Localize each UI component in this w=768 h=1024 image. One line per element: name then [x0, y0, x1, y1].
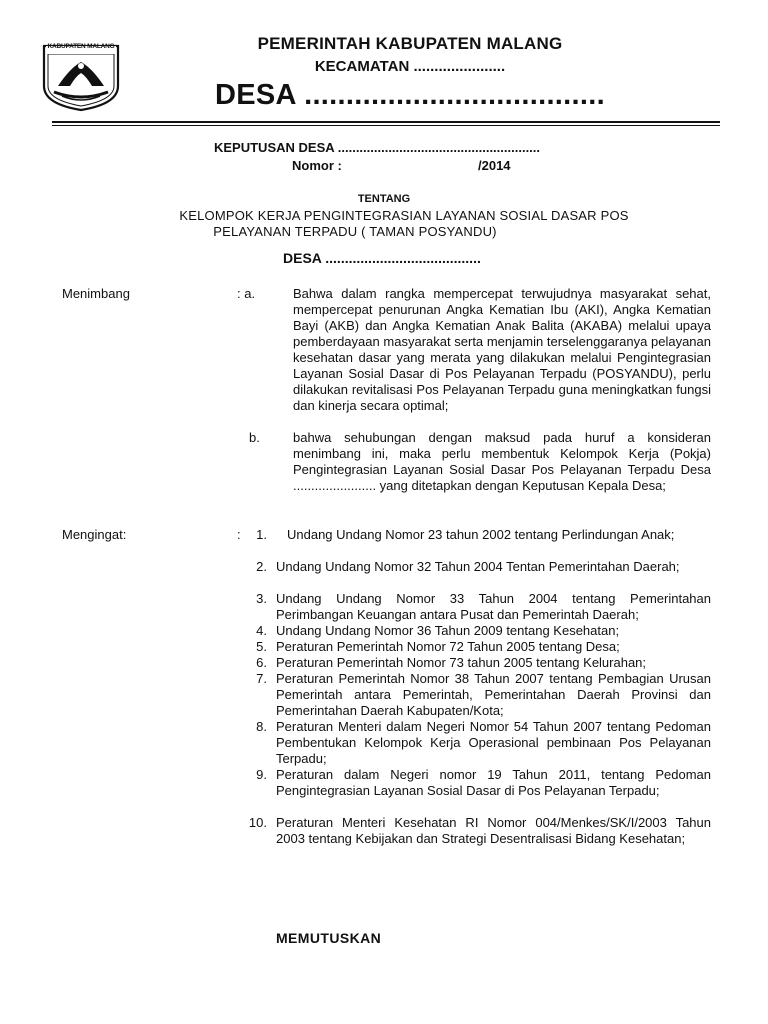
reference-number: 8.: [256, 719, 267, 734]
letterhead-rule-thick: [52, 121, 720, 123]
reference-item: Undang Undang Nomor 36 Tahun 2009 tentang Kesehatan;: [276, 623, 620, 638]
subject-line-2: PELAYANAN TERPADU ( TAMAN POSYANDU): [213, 224, 497, 239]
reference-number: 5.: [256, 639, 267, 654]
remembering-colon: :: [237, 527, 241, 542]
decree-number-label: Nomor :: [292, 158, 342, 173]
decree-number-value: /2014: [478, 158, 511, 173]
reference-number: 2.: [256, 559, 267, 574]
regency-logo: [40, 42, 122, 112]
considering-label: Menimbang: [62, 286, 130, 301]
considering-item-a: Bahwa dalam rangka mempercepat terwujudnya masyarakat sehat, mempercepat penurunan Angka Kematian Ibu (AKI), Angka Kematian Bayi (AKB) dan Angka Kematian Anak Balita (AKABA) melalui upaya pemberdayaan masyarakat serta menjamin terselenggaranya pelayanan kesehatan dasar yang merata yang dilakukan melalui Pengintegrasian Layanan Sosial Dasar di Pos Pelayanan Terpadu (POSYANDU), perlu dilakukan revitalisasi Pos Pelayanan Terpadu guna meningkatkan fungsi dan kinerja secara optimal;: [293, 286, 711, 413]
reference-number: 3.: [256, 591, 267, 606]
reference-number: 1.: [256, 527, 267, 542]
village-line: DESA ........................................: [283, 250, 481, 266]
reference-number: 4.: [256, 623, 267, 638]
reference-item: Peraturan Pemerintah Nomor 38 Tahun 2007 tentang Pembagian Urusan Pemerintah antara Pemerintah, Pemerintahan Daerah Provinsi dan Pemerintahan Daerah Kabupaten/Kota;: [276, 671, 711, 718]
government-title: PEMERINTAH KABUPATEN MALANG: [257, 34, 563, 53]
reference-number: 9.: [256, 767, 267, 782]
reference-number: 7.: [256, 671, 267, 686]
reference-number: 10.: [248, 815, 267, 830]
reference-number: 6.: [256, 655, 267, 670]
logo-caption: KABUPATEN MALANG: [47, 43, 115, 50]
reference-item: Peraturan Menteri Kesehatan RI Nomor 004/Menkes/SK/I/2003 Tahun 2003 tentang Kebijakan dan Strategi Desentralisasi Bidang Kesehatan;: [276, 815, 711, 846]
reference-item: Peraturan Pemerintah Nomor 73 tahun 2005 tentang Kelurahan;: [276, 655, 647, 670]
remembering-label: Mengingat:: [62, 527, 127, 542]
subject-line-1: KELOMPOK KERJA PENGINTEGRASIAN LAYANAN SOSIAL DASAR POS: [179, 208, 629, 223]
considering-marker-b: b.: [249, 430, 260, 445]
village-title: DESA ....................................: [215, 79, 605, 111]
decision-heading: MEMUTUSKAN: [276, 930, 382, 946]
reference-item: Undang Undang Nomor 23 tahun 2002 tentang Perlindungan Anak;: [287, 527, 675, 542]
considering-item-b: bahwa sehubungan dengan maksud pada huruf a konsideran menimbang ini, maka perlu membentuk Kelompok Kerja (Pokja) Pengintegrasian Layanan Sosial Dasar Pos Pelayanan Terpadu Desa ....................... yang ditetapkan dengan Keputusan Kepala Desa;: [293, 430, 711, 493]
letterhead-rule-thin: [52, 125, 720, 126]
decree-title: KEPUTUSAN DESA ........................................................: [214, 140, 541, 155]
reference-item: Undang Undang Nomor 33 Tahun 2004 tentang Pemerintahan Perimbangan Keuangan antara Pusat dan Pemerintah Daerah;: [276, 591, 711, 622]
reference-item: Undang Undang Nomor 32 Tahun 2004 Tentan Pemerintahan Daerah;: [276, 559, 680, 574]
about-label: TENTANG: [357, 193, 411, 205]
reference-item: Peraturan dalam Negeri nomor 19 Tahun 2011, tentang Pedoman Pengintegrasian Layanan Sosial Dasar di Pos Pelayanan Terpadu;: [276, 767, 711, 798]
reference-item: Peraturan Menteri dalam Negeri Nomor 54 Tahun 2007 tentang Pedoman Pembentukan Kelompok Kerja Operasional pembinaan Pos Pelayanan Terpadu;: [276, 719, 711, 766]
reference-item: Peraturan Pemerintah Nomor 72 Tahun 2005 tentang Desa;: [276, 639, 620, 654]
district-title: KECAMATAN ......................: [314, 58, 506, 75]
considering-colon: : a.: [237, 286, 256, 301]
